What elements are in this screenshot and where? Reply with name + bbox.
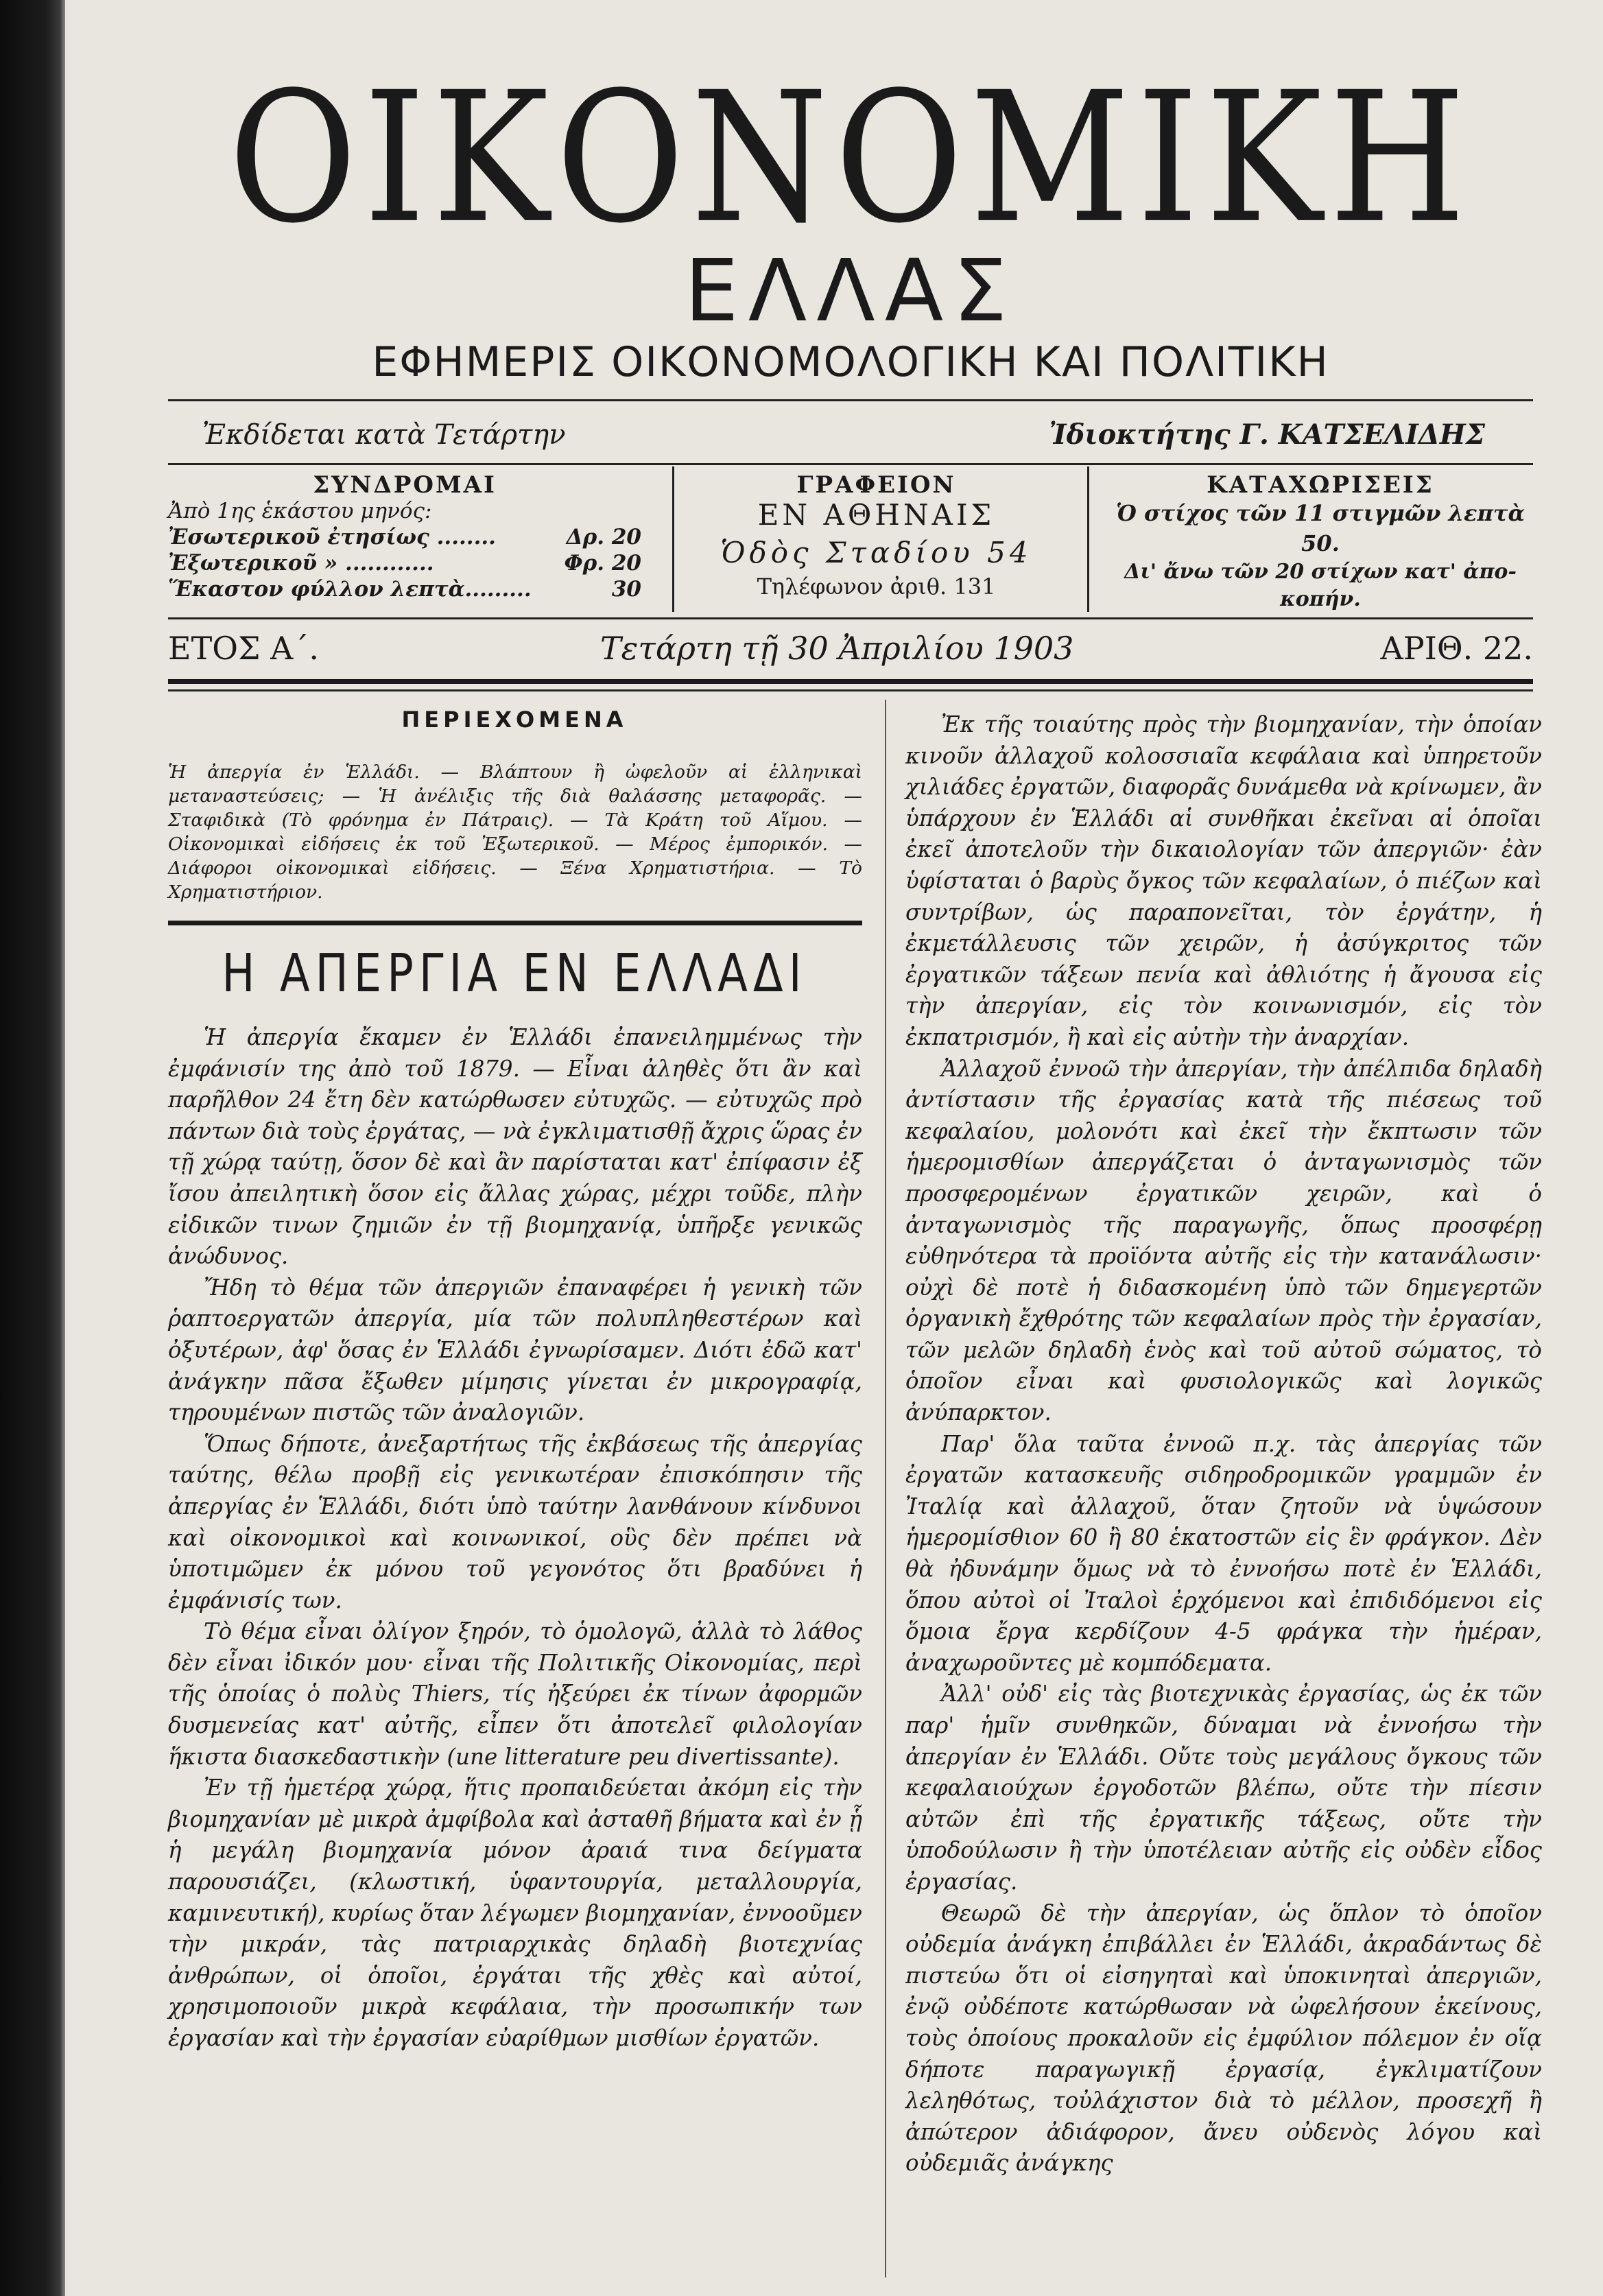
book-binding-edge [0,0,65,2296]
rule [168,463,1533,465]
paragraph: Ὅπως δήποτε, ἀνεξαρτήτως τῆς ἐκβάσεως τῆς ἀπεργίας ταύτης, θέλω προβῇ εἰς γενικωτέραν ἐπισκόπησιν τῆς ἀπεργίας ἐν Ἑλλάδι, διότι ὑπὸ ταύτην λανθάνουν κίνδυνοι καὶ οἰκονομικοὶ καὶ κοινωνικοί, οὓς δὲν πρέπει νὰ ὑποτιμῶμεν ἐκ μόνου τοῦ γεγονότος ὅτι βραδύνει ἡ ἐμφάνισίς των. [168,1430,862,1613]
masthead-title: ΟΙΚΟΝΟΜΙΚΗ [228,53,1473,263]
subscription-row: Ἐξωτερικοῦ » ............ Φρ. 20 [168,551,641,576]
paragraph: Ἀλλ' οὐδ' εἰς τὰς βιοτεχνικὰς ἐργασίας, ὡς ἐκ τῶν παρ' ἡμῖν συνθηκῶν, δύναμαι νὰ ἐννοήσω τὴν ἀπεργίαν ἐν Ἑλλάδι. Οὔτε τοὺς μεγάλους ὄγκους τῶν κεφαλαιούχων ἐργοδοτῶν βλέπω, οὔτε τὴν πίεσιν αὐτῶν ἐπὶ τῆς ἐργατικῆς τάξεως, οὔτε τὴν ὑποδούλωσιν ἢ τὴν ὑποτέλειαν αὐτῆς εἰς οὐδὲν εἶδος ἐργασίας. [905,1681,1542,1895]
ads-line: κοπήν. [1280,587,1361,611]
issue-date: Τετάρτη τῇ 30 Ἀπριλίου 1903 [600,630,1074,667]
article-left-column [168,1022,862,2055]
ads-line: Δι' ἄνω τῶν 20 στίχων κατ' ἀπο- [1124,560,1517,584]
paragraph: Ἀλλαχοῦ ἐννοῶ τὴν ἀπεργίαν, τὴν ἀπέλπιδα δηλαδὴ ἀντίστασιν τῆς ἐργασίας κατὰ τῆς πιέσεως τοῦ κεφαλαίου, μολονότι καὶ ἐκεῖ τὴν ἔκπτωσιν τῶν ἡμερομισθίων ἀπεργάζεται ὁ ἀνταγωνισμὸς τῶν προσφερομένων ἐργατικῶν χειρῶν, καὶ ὁ ἀνταγωνισμὸς τῆς παραγωγῆς, ὅπως προσφέρῃ εὐθηνότερα τὰ προϊόντα αὐτῆς εἰς τὴν κατανάλωσιν· οὐχὶ δὲ ποτὲ ἡ διδασκομένη ὑπὸ τῶν δημεγερτῶν ὀργανικὴ ἔχθρότης τῶν κεφαλαίων πρὸς τὴν ἐργασίαν, τῶν μελῶν δηλαδὴ ἑνὸς καὶ τοῦ αὐτοῦ σώματος, τὸ ὁποῖον εἶναι καὶ φυσιολογικῶς καὶ λογικῶς ἀνύπαρκτον. [905,1055,1542,1426]
office-street: Ὁδὸς Σταδίου 54 [720,536,1032,569]
ads-box [1101,472,1540,613]
paragraph: Θεωρῶ δὲ τὴν ἀπεργίαν, ὡς ὅπλον τὸ ὁποῖον οὐδεμία ἀνάγκη ἐπιβάλλει ἐν Ἑλλάδι, ἀκραδάντως δὲ πιστεύω ὅτι οἱ εἰσηγηταὶ καὶ ὑποκινηταὶ ἀπεργιῶν, ἐνῷ οὐδέποτε κατώρθωσαν νὰ ὠφελήσουν ἐκείνους, τοὺς ὁποίους προκαλοῦν εἰς ἐμφύλιον πόλεμον ἐν οἵᾳ δήποτε παραγωγικῇ ἐργασίᾳ, ἐγκλιματίζουν λεληθότως, τοὐλάχιστον διὰ τὸ μέλλον, προσεχῆ ἢ ἀπώτερον ἀδιάφορον, ἄνευ οὐδενὸς λόγου καὶ οὐδεμιᾶς ἀνάγκης [905,1899,1542,2177]
office-city: ΕΝ ΑΘΗΝΑΙΣ [757,498,995,532]
paragraph: Τὸ θέμα εἶναι ὀλίγον ξηρόν, τὸ ὁμολογῶ, ἀλλὰ τὸ λάθος δὲν εἶναι ἰδικόν μου· εἶναι τῆς Πολιτικῆς Οἰκονομίας, περὶ τῆς ὁποίας ὁ πολὺς Thiers, τίς ἠξεύρει ἐκ τίνων ἀφορμῶν δυσμενείας κατ' αὐτῆς, εἶπεν ὅτι ἀποτελεῖ φιλολογίαν ἥκιστα διασκεδαστικὴν (une litterature peu divertissante). [168,1618,862,1770]
newspaper-page [65,0,1603,2296]
rule [168,921,862,925]
toc-body: Ἡ ἀπεργία ἐν Ἑλλάδι. — Βλάπτουν ἢ ὠφελοῦν αἱ ἑλληνικαὶ μεταναστεύσεις; — Ἡ ἀνέλιξις τῆς διὰ θαλάσσης μεταφορᾶς. — Σταφιδικὰ (Τὸ φρόνημα ἐν Πάτραις). — Τὰ Κράτη τοῦ Αἵμου. — Οἰκονομικαὶ εἰδήσεις ἐκ τοῦ Ἐξωτερικοῦ. — Μέρος ἐμπορικόν. — Διάφοροι οἰκονομικαὶ εἰδήσεις. — Ξένα Χρηματιστήρια. — Τὸ Χρηματιστήριον. [168,761,862,903]
issue-year: ΕΤΟΣ Α΄. [168,630,319,667]
subscriptions-note: Ἀπὸ 1ης ἑκάστου μηνός: [168,499,432,523]
ads-heading: ΚΑΤΑΧΩΡΙΣΕΙΣ [1207,471,1434,499]
owner-line: Ἰδιοκτήτης Γ. ΚΑΤΣΕΛΙΔΗΣ [1049,418,1485,451]
ads-line: Ὁ στίχος τῶν 11 στιγμῶν λεπτὰ 50. [1115,500,1525,556]
office-box [686,472,1067,613]
rule [168,617,1533,619]
office-phone: Τηλέφωνον ἀριθ. 131 [757,573,996,600]
column-rule [672,466,674,612]
paragraph: Ἤδη τὸ θέμα τῶν ἀπεργιῶν ἐπαναφέρει ἡ γενικὴ τῶν ῥαπτοεργατῶν ἀπεργία, μία τῶν πολυπληθεστέρων καὶ ὀξυτέρων, ἀφ' ὅσας ἐν Ἑλλάδι ἐγνωρίσαμεν. Διότι ἐδῶ κατ' ἀνάγκην πᾶσα ἔξωθεν μίμησις γίνεται ἐν μικρογραφίᾳ, τηρουμένων πιστῶς τῶν ἀναλογιῶν. [168,1274,862,1426]
rule [168,679,1533,684]
column-rule [1087,466,1089,612]
subscriptions-heading: ΣΥΝΔΡΟΜΑΙ [313,471,497,499]
subscriptions-box [168,472,641,613]
paragraph: Παρ' ὅλα ταῦτα ἐννοῶ π.χ. τὰς ἀπεργίας τῶν ἐργατῶν κατασκευῆς σιδηροδρομικῶν γραμμῶν ἐν Ἰταλίᾳ καὶ ἀλλαχοῦ, ὅταν ζητοῦν νὰ ὑψώσουν ἡμερομίσθιον 60 ἢ 80 ἑκατοστῶν εἰς ἓν φράγκον. Δὲν θὰ ἠδυνάμην ὅμως νὰ τὸ ἐννοήσω ποτὲ ἐν Ἑλλάδι, ὅπου αὐτοὶ οἱ Ἰταλοὶ ἐρχόμενοι καὶ ἐπιδιδόμενοι εἰς ὅμοια ἔργα κερδίζουν 4-5 φράγκα τὴν ἡμέραν, ἀναχωροῦντες μὲ κομπόδεματα. [905,1430,1542,1676]
masthead-subtitle: ΕΛΛΑΣ [684,241,1017,341]
rule [168,689,1533,691]
column-divider [885,700,886,2277]
office-heading: ΓΡΑΦΕΙΟΝ [796,471,956,499]
toc-heading: ΠΕΡΙΕΧΟΜΕΝΑ [401,707,628,733]
subscription-row: Ἐσωτερικοῦ ἐτησίως ........ Δρ. 20 [168,525,641,549]
paragraph: Ἡ ἀπεργία ἔκαμεν ἐν Ἑλλάδι ἐπανειλημμένως τὴν ἐμφάνισίν της ἀπὸ τοῦ 1879. — Εἶναι ἀληθὲς ὅτι ἂν καὶ παρῆλθον 24 ἔτη δὲν κατώρθωσεν εὐτυχῶς. — εὐτυχῶς πρὸ πάντων διὰ τοὺς ἐργάτας, — νὰ ἐγκλιματισθῇ ἄχρις ὥρας ἐν τῇ χώρᾳ ταύτῃ, ὅσον δὲ καὶ ἂν παρίσταται κατ' ἐπίφασιν ἐξ ἴσου ἀπειλητικὴ ὅσον εἰς ἄλλας χώρας, μέχρι τοῦδε, πλὴν εἰδικῶν τινων ζημιῶν ἐν τῇ βιομηχανίᾳ, ὑπῆρξε γενικῶς ἀνώδυνος. [168,1024,862,1270]
issue-number: ΑΡΙΘ. 22. [1380,630,1533,667]
article-title: Η ΑΠΕΡΓΙΑ ΕΝ ΕΛΛΑΔΙ [222,943,807,1005]
subscription-row: Ἕκαστον φύλλον λεπτὰ......... 30 [168,577,641,602]
masthead-tagline: ΕΦΗΜΕΡΙΣ ΟΙΚΟΝΟΜΟΛΟΓΙΚΗ ΚΑΙ ΠΟΛΙΤΙΚΗ [372,338,1329,386]
rule [168,399,1533,401]
publication-schedule: Ἐκδίδεται κατὰ Τετάρτην [202,419,566,451]
article-right-column [905,709,1542,2179]
paragraph: Ἐν τῇ ἡμετέρᾳ χώρᾳ, ἥτις προπαιδεύεται ἀκόμη εἰς τὴν βιομηχανίαν μὲ μικρὰ ἀμφίβολα καὶ ἀσταθῆ βήματα καὶ ἐν ᾗ ἡ μεγάλη βιομηχανία μόνον ἀραιά τινα δείγματα παρουσιάζει, (κλωστική, ὑφαντουργία, μεταλλουργία, καμινευτική), κυρίως ὅταν λέγωμεν βιομηχανίαν, ἐννοοῦμεν τὴν μικράν, τὰς πατριαρχικὰς δηλαδὴ βιοτεχνίας ἀνθρώπων, οἱ ὁποῖοι, ἐργάται τῆς χθὲς καὶ αὐτοί, χρησιμοποιοῦν μικρὰ κεφάλαια, τὴν προσωπικήν των ἐργασίαν καὶ τὴν ἐργασίαν εὐαρίθμων μισθίων ἐργατῶν. [168,1775,862,2051]
paragraph: Ἐκ τῆς τοιαύτης πρὸς τὴν βιομηχανίαν, τὴν ὁποίαν κινοῦν ἀλλαχοῦ κολοσσιαῖα κεφάλαια καὶ ὑπηρετοῦν χιλιάδες ἐργατῶν, διαφορᾶς δυνάμεθα νὰ κρίνωμεν, ἂν ὑπάρχουν ἐν Ἑλλάδι αἱ συνθῆκαι ἐκεῖναι αἱ ὁποῖαι ἐκεῖ ἀποτελοῦν τὴν δικαιολογίαν τῶν ἀπεργιῶν· ἐὰν ὑφίσταται ὁ βαρὺς ὄγκος τῶν κεφαλαίων, ὁ πιέζων καὶ συντρίβων, ὡς παραπονεῖται, τὸν ἐργάτην, ἡ ἐκμετάλλευσις τῶν χειρῶν, ἡ ἀσύγκριτος τῶν ἐργατικῶν τάξεων πενία καὶ ἀθλιότης ἡ ἄγουσα εἰς τὴν ἀπεργίαν, εἰς τὸν κοινωνισμόν, εἰς τὸν ἐκπατρισμόν, ἢ καὶ εἰς αὐτὴν τὴν ἀναρχίαν. [905,711,1542,1050]
